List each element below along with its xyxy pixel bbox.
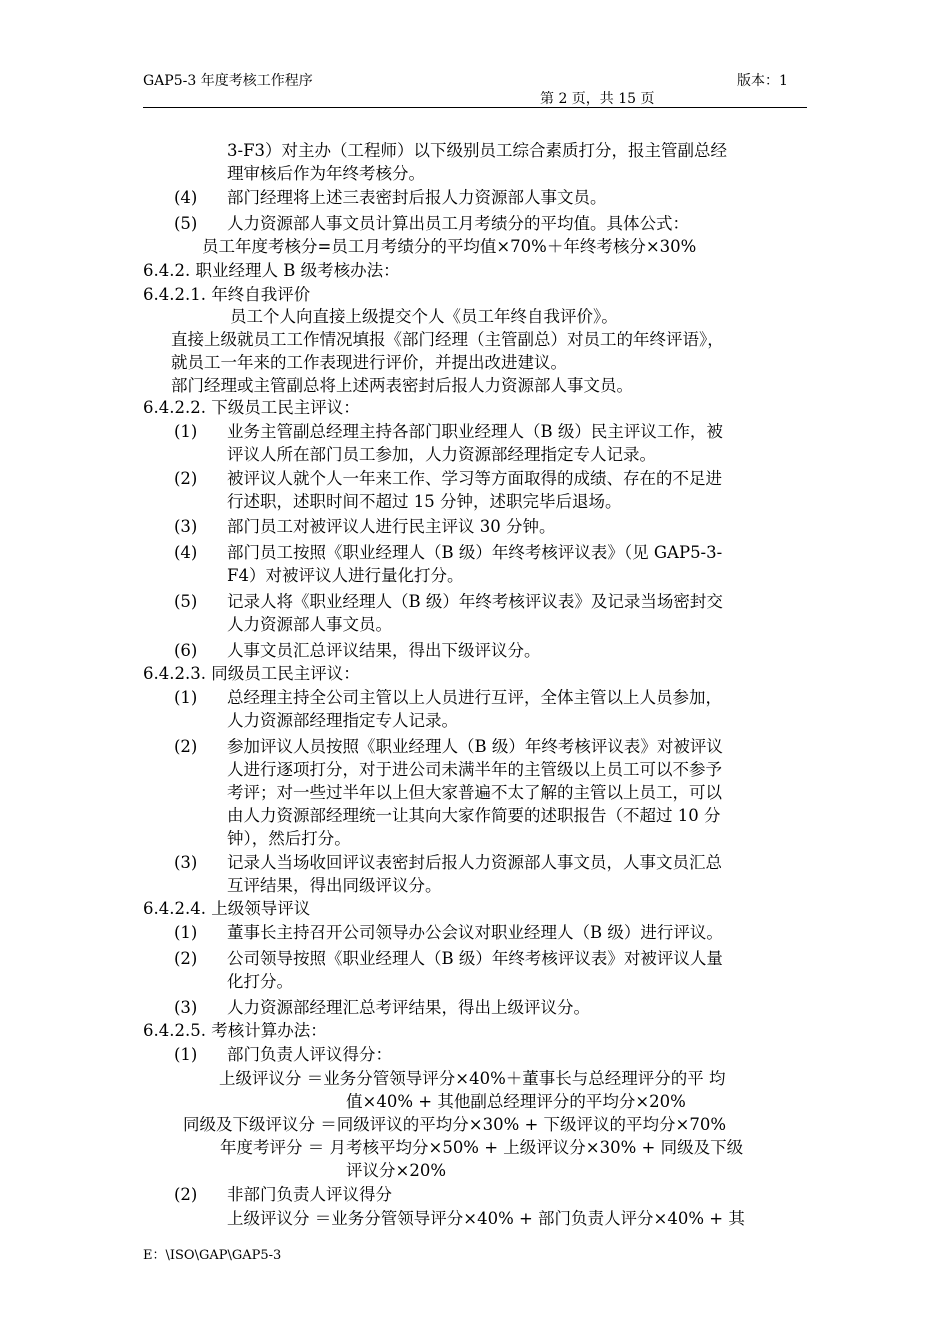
list-number: (3) (174, 517, 198, 536)
text-line: 同级及下级评议分 ＝同级评议的平均分×30% + 下级评议的平均分×70% (183, 1115, 727, 1134)
list-item-text: 非部门负责人评议得分 (227, 1185, 392, 1204)
list-item-text: 总经理主持全公司主管以上人员进行互评，全体主管以上人员参加， (227, 688, 722, 707)
header-rule (143, 107, 807, 108)
list-item-text: 被评议人就个人一年来工作、学习等方面取得的成绩、存在的不足进 (227, 469, 722, 488)
text-line: 评议人所在部门员工参加，人力资源部经理指定专人记录。 (227, 445, 656, 464)
text-line: 行述职，述职时间不超过 15 分钟，述职完毕后退场。 (227, 492, 622, 511)
list-number: (2) (174, 737, 198, 756)
list-number: (1) (174, 688, 198, 707)
header-page-info: 第 2 页，共 15 页 (540, 91, 655, 107)
text-line: 员工年度考核分=员工月考绩分的平均值×70%＋年终考核分×30% (202, 237, 697, 256)
text-line: 6.4.2.2. 下级员工民主评议： (143, 398, 360, 417)
list-number: (2) (174, 1185, 198, 1204)
text-line: 员工个人向直接上级提交个人《员工年终自我评价》。 (230, 307, 618, 326)
list-item-text: 记录人当场收回评议表密封后报人力资源部人事文员，人事文员汇总 (227, 853, 722, 872)
list-item-text: 董事长主持召开公司领导办公会议对职业经理人（B 级）进行评议。 (227, 923, 723, 942)
text-line: 钟），然后打分。 (227, 829, 351, 848)
list-item-text: 业务主管副总经理主持各部门职业经理人（B 级）民主评议工作，被 (227, 422, 723, 441)
list-item-text: 记录人将《职业经理人（B 级）年终考核评议表》及记录当场密封交 (227, 592, 723, 611)
text-line: 评议分×20% (346, 1161, 446, 1180)
text-line: 6.4.2. 职业经理人 B 级考核办法： (143, 261, 400, 280)
list-number: (1) (174, 923, 198, 942)
list-item-text: 人力资源部经理汇总考评结果，得出上级评议分。 (227, 998, 590, 1017)
header-version: 版本：1 (737, 73, 788, 89)
list-item-text: 参加评议人员按照《职业经理人（B 级）年终考核评议表》对被评议 (227, 737, 723, 756)
text-line: F4）对被评议人进行量化打分。 (227, 566, 464, 585)
list-number: (4) (174, 188, 198, 207)
text-line: 直接上级就员工工作情况填报《部门经理（主管副总）对员工的年终评语》， (171, 330, 724, 349)
text-line: 互评结果，得出同级评议分。 (227, 876, 442, 895)
list-item-text: 部门员工按照《职业经理人（B 级）年终考核评议表》（见 GAP5-3- (227, 543, 723, 562)
list-item-text: 部门负责人评议得分： (227, 1045, 392, 1064)
text-line: 部门经理或主管副总将上述两表密封后报人力资源部人事文员。 (171, 376, 633, 395)
text-line: 6.4.2.1. 年终自我评价 (143, 285, 311, 304)
text-line: 上级评议分 ＝业务分管领导评分×40%＋董事长与总经理评分的平 均 (219, 1069, 726, 1088)
list-item-text: 部门经理将上述三表密封后报人力资源部人事文员。 (227, 188, 607, 207)
list-item-text: 人力资源部人事文员计算出员工月考绩分的平均值。具体公式： (227, 214, 689, 233)
text-line: 3-F3）对主办（工程师）以下级别员工综合素质打分，报主管副总经 (227, 141, 728, 160)
list-number: (2) (174, 469, 198, 488)
list-number: (1) (174, 1045, 198, 1064)
list-number: (2) (174, 949, 198, 968)
list-number: (5) (174, 214, 198, 233)
list-number: (1) (174, 422, 198, 441)
list-number: (3) (174, 853, 198, 872)
text-line: 化打分。 (227, 972, 293, 991)
list-item-text: 公司领导按照《职业经理人（B 级）年终考核评议表》对被评议人量 (227, 949, 723, 968)
list-item-text: 部门员工对被评议人进行民主评议 30 分钟。 (227, 517, 556, 536)
list-number: (5) (174, 592, 198, 611)
text-line: 人力资源部人事文员。 (227, 615, 392, 634)
text-line: 考评；对一些过半年以上但大家普遍不太了解的主管以上员工，可以 (227, 783, 722, 802)
footer-path: E：\ISO\GAP\GAP5-3 (143, 1248, 282, 1263)
list-number: (3) (174, 998, 198, 1017)
text-line: 人进行逐项打分，对于进公司未满半年的主管级以上员工可以不参予 (227, 760, 722, 779)
text-line: 就员工一年来的工作表现进行评价，并提出改进建议。 (171, 353, 567, 372)
text-line: 理审核后作为年终考核分。 (227, 164, 425, 183)
list-item-text: 人事文员汇总评议结果，得出下级评议分。 (227, 641, 541, 660)
text-line: 人力资源部经理指定专人记录。 (227, 711, 458, 730)
text-line: 6.4.2.3. 同级员工民主评议： (143, 664, 360, 683)
text-line: 6.4.2.4. 上级领导评议 (143, 899, 311, 918)
text-line: 年度考评分 ＝ 月考核平均分×50% + 上级评议分×30% + 同级及下级 (220, 1138, 744, 1157)
text-line: 上级评议分 ＝业务分管领导评分×40% + 部门负责人评分×40% + 其 (227, 1209, 745, 1228)
header-doc-title: GAP5-3 年度考核工作程序 (143, 73, 313, 89)
text-line: 6.4.2.5. 考核计算办法： (143, 1021, 327, 1040)
text-line: 值×40% + 其他副总经理评分的平均分×20% (346, 1092, 686, 1111)
list-number: (6) (174, 641, 198, 660)
text-line: 由人力资源部经理统一让其向大家作简要的述职报告（不超过 10 分 (227, 806, 721, 825)
list-number: (4) (174, 543, 198, 562)
